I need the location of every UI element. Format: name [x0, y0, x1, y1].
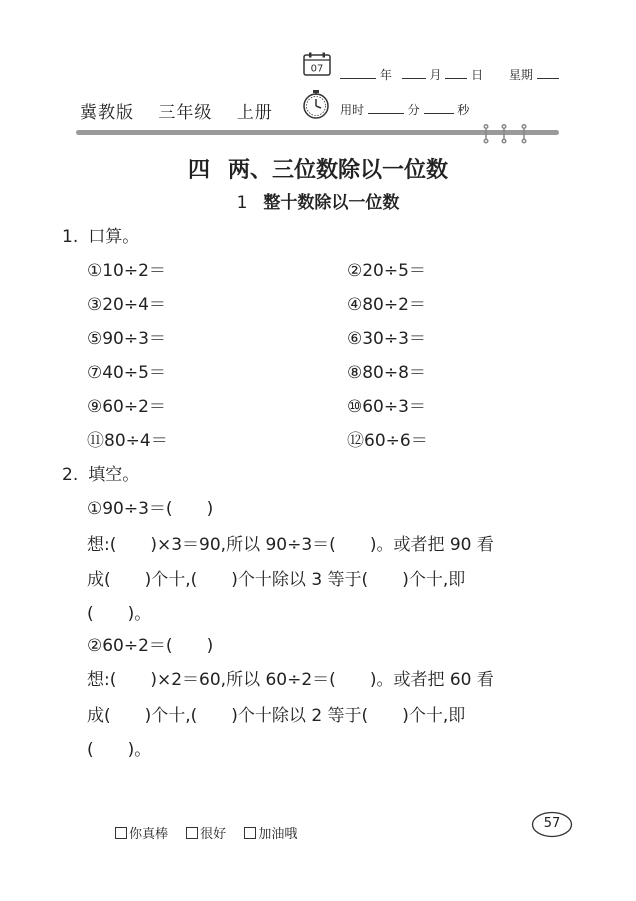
fill-line: 想:( )×2＝60,所以 60÷2＝( )。或者把 60 看 [87, 670, 494, 690]
question-2-heading [62, 460, 139, 485]
eval-option-keep-going[interactable]: 加油哦 [244, 827, 297, 842]
calendar-icon [303, 52, 331, 76]
eval-option-great[interactable]: 你真棒 [115, 827, 168, 842]
date-fill-row [340, 66, 559, 83]
fill-line: 成( )个十,( )个十除以 3 等于( )个十,即 [87, 570, 466, 590]
book-volume: 上册 [236, 103, 273, 123]
chapter-name: 两、三位数除以一位数 [228, 158, 449, 183]
calc-item: ⑤90÷3＝ [87, 329, 166, 349]
calc-item: ⑨60÷2＝ [87, 397, 166, 417]
checkbox-icon[interactable] [244, 827, 256, 839]
calc-item: ⑦40÷5＝ [87, 363, 166, 383]
question-2-number: 2. [62, 465, 79, 485]
fill-line: ①90÷3＝( ) [87, 499, 214, 519]
calendar-label: 07 [310, 63, 324, 75]
month-label: 月 [429, 68, 442, 82]
lesson-title [0, 188, 636, 213]
day-label: 日 [471, 68, 484, 82]
checkbox-icon[interactable] [115, 827, 127, 839]
calc-item: ⑥30÷3＝ [347, 329, 426, 349]
lesson-name: 整十数除以一位数 [263, 193, 400, 213]
calc-item: ⑪80÷4＝ [87, 431, 168, 451]
calc-item: ④80÷2＝ [347, 295, 426, 315]
calc-item: ①10÷2＝ [87, 261, 166, 281]
calc-item: ②20÷5＝ [347, 261, 426, 281]
month-blank[interactable] [402, 67, 426, 79]
calc-item: ⑧80÷8＝ [347, 363, 426, 383]
seconds-label: 秒 [457, 103, 470, 117]
chapter-title [0, 153, 636, 184]
self-evaluation [115, 823, 311, 842]
lesson-number: 1 [236, 193, 248, 213]
year-blank[interactable] [340, 67, 376, 79]
weekday-blank[interactable] [537, 67, 559, 79]
seconds-blank[interactable] [424, 102, 454, 114]
fill-line: 成( )个十,( )个十除以 2 等于( )个十,即 [87, 706, 466, 726]
book-grade: 三年级 [158, 103, 213, 123]
time-used-label: 用时 [340, 103, 365, 117]
checkbox-icon[interactable] [186, 827, 198, 839]
binding-rings-icon [478, 124, 538, 144]
minutes-blank[interactable] [368, 102, 404, 114]
weekday-label: 星期 [508, 68, 533, 82]
day-blank[interactable] [445, 67, 467, 79]
page-number-text: 57 [543, 816, 561, 831]
book-info [80, 98, 291, 123]
question-1-title: 口算。 [88, 227, 140, 247]
time-fill-row [340, 101, 469, 118]
stopwatch-icon [299, 87, 333, 121]
page-number [531, 811, 573, 838]
calc-item: ⑩60÷3＝ [347, 397, 426, 417]
minutes-label: 分 [407, 103, 420, 117]
year-label: 年 [379, 68, 392, 82]
eval-option-good[interactable]: 很好 [186, 827, 226, 842]
book-edition: 冀教版 [80, 103, 134, 123]
fill-line: ( )。 [87, 740, 152, 760]
calc-item: ⑫60÷6＝ [347, 431, 428, 451]
question-1-heading [62, 222, 139, 247]
calc-item: ③20÷4＝ [87, 295, 166, 315]
fill-line: ( )。 [87, 604, 152, 624]
chapter-number: 四 [187, 158, 210, 183]
question-2-title: 填空。 [88, 465, 140, 485]
fill-line: ②60÷2＝( ) [87, 636, 214, 656]
fill-line: 想:( )×3＝90,所以 90÷3＝( )。或者把 90 看 [87, 535, 494, 555]
question-1-number: 1. [62, 227, 79, 247]
